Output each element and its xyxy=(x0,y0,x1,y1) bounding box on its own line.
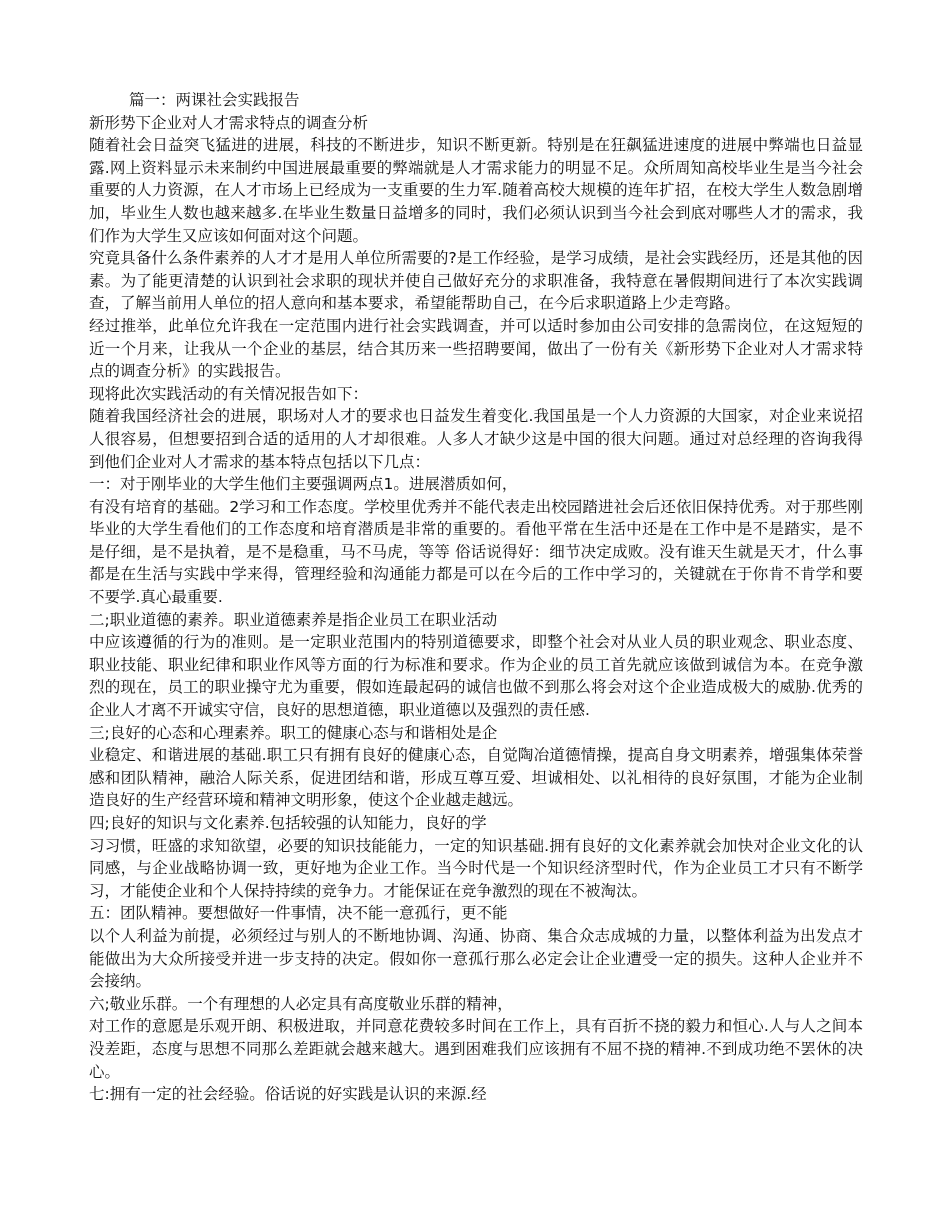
point-four-body: 习习惯，旺盛的求知欲望，必要的知识技能能力，一定的知识基础.拥有良好的文化素养就会加快对企业文化的认同感，与企业战略协调一致，更好地为企业工作。当今时代是一个知识经济型时代，作为企业员工才只有不断学习，才能使企业和个人保持持续的竞争力。才能保证在竞争激烈的现在不被淘汰。 xyxy=(89,836,863,900)
point-six-body: 对工作的意愿是乐观开朗、积极进取，并同意花费较多时间在工作上，具有百折不挠的毅力和恒心.人与人之间本没差距，态度与思想不同那么差距就会越来越大。遇到困难我们应该拥有不屈不挠的精神.不到成功绝不罢休的决心。 xyxy=(89,1017,863,1081)
paragraph-subtitle: 新形势下企业对人才需求特点的调查分析 xyxy=(89,113,369,132)
paragraph-question: 究竟具备什么条件素养的人才才是用人单位所需要的?是工作经验，是学习成绩，是社会实践经历，还是其他的因素。为了能更清楚的认识到社会求职的现状并使自己做好充分的求职准备，我特意在暑假期间进行了本次实践调查，了解当前用人单位的招人意向和基本要求，希望能帮助自己，在今后求职道路上少走弯路。 xyxy=(89,249,863,313)
paragraph-intro: 随着社会日益突飞猛进的进展，科技的不断进步，知识不断更新。特别是在狂飙猛进速度的进展中弊端也日益显露.网上资料显示未来制约中国进展最重要的弊端就是人才需求能力的明显不足。众所周知高校毕业生是当今社会重要的人力资源，在人才市场上已经成为一支重要的生力军.随着高校大规模的连年扩招，在校大学生人数急剧增加，毕业生人数也越来越多.在毕业生数量日益增多的同时，我们必须认识到当今社会到底对哪些人才的需求，我们作为大学生又应该如何面对这个问题。 xyxy=(89,136,863,245)
point-seven-heading: 七:拥有一定的社会经验。俗话说的好实践是认识的来源.经 xyxy=(89,1085,487,1104)
paragraph-recommendation: 经过推举，此单位允许我在一定范围内进行社会实践调查，并可以适时参加由公司安排的急需岗位，在这短短的近一个月来，让我从一个企业的基层，结合其历来一些招聘要闻，做出了一份有关《新形势下企业对人才需求特点的调查分析》的实践报告。 xyxy=(89,316,863,381)
document-heading: 篇一：两课社会实践报告 xyxy=(129,91,300,109)
point-five-body: 以个人利益为前提，必须经过与别人的不断地协调、沟通、协商、集合众志成城的力量，以整体利益为出发点才能做出为大众所接受并进一步支持的决定。假如你一意孤行那么必定会让企业遭受一定的损失。这种人企业并不会接纳。 xyxy=(89,926,863,991)
point-one-heading: 一：对于刚毕业的大学生他们主要强调两点1。进展潜质如何， xyxy=(89,475,518,494)
point-five-heading: 五：团队精神。要想做好一件事情，决不能一意孤行，更不能 xyxy=(89,904,508,923)
point-three-body: 业稳定、和谐进展的基础.职工只有拥有良好的健康心态，自觉陶冶道德情操，提高自身文明素养，增强集体荣誉感和团队精神，融洽人际关系，促进团结和谐，形成互尊互爱、坦诚相处、以礼相待的良好氛围，才能为企业制造良好的生产经营环境和精神文明形象，使这个企业越走越远。 xyxy=(89,746,863,810)
point-six-heading: 六;敬业乐群。一个有理想的人必定具有高度敬业乐群的精神， xyxy=(89,994,513,1013)
document-page xyxy=(89,89,863,1106)
point-one-body: 有没有培育的基础。2学习和工作态度。学校里优秀并不能代表走出校园踏进社会后还依旧保持优秀。对于那些刚毕业的大学生看他们的工作态度和培育潜质是非常的重要的。看他平常在生活中还是在工作中是不是踏实，是不是仔细，是不是执着，是不是稳重，马不马虎，等等 俗话说得好：细节决定成败。没有谁天生就是天才，什么事都是在生活与实践中学来得，管理经验和沟通能力都是可以在今后的工作中学习的，关键就在于你肯不肯学和要不要学.真心最重要. xyxy=(89,497,863,607)
point-two-body: 中应该遵循的行为的准则。是一定职业范围内的特别道德要求，即整个社会对从业人员的职业观念、职业态度、职业技能、职业纪律和职业作风等方面的行为标准和要求。作为企业的员工首先就应该做到诚信为本。在竞争激烈的现在，员工的职业操守尤为重要，假如连最起码的诚信也做不到那么将会对这个企业造成极大的威胁.优秀的企业人才离不开诚实守信，良好的思想道德，职业道德以及强烈的责任感. xyxy=(89,633,863,720)
point-two-heading: 二;职业道德的素养。职业道德素养是指企业员工在职业活动 xyxy=(89,610,498,629)
point-four-heading: 四;良好的知识与文化素养.包括较强的认知能力，良好的学 xyxy=(89,814,487,832)
paragraph-report-lead: 现将此次实践活动的有关情况报告如下： xyxy=(89,384,369,403)
point-three-heading: 三;良好的心态和心理素养。职工的健康心态与和谐相处是企 xyxy=(89,723,498,742)
paragraph-development: 随着我国经济社会的进展，职场对人才的要求也日益发生着变化.我国虽是一个人力资源的大国家，对企业来说招人很容易，但想要招到合适的适用的人才却很难。人多人才缺少这是中国的很大问题。通过对总经理的咨询我得到他们企业对人才需求的基本特点包括以下几点： xyxy=(89,407,863,471)
